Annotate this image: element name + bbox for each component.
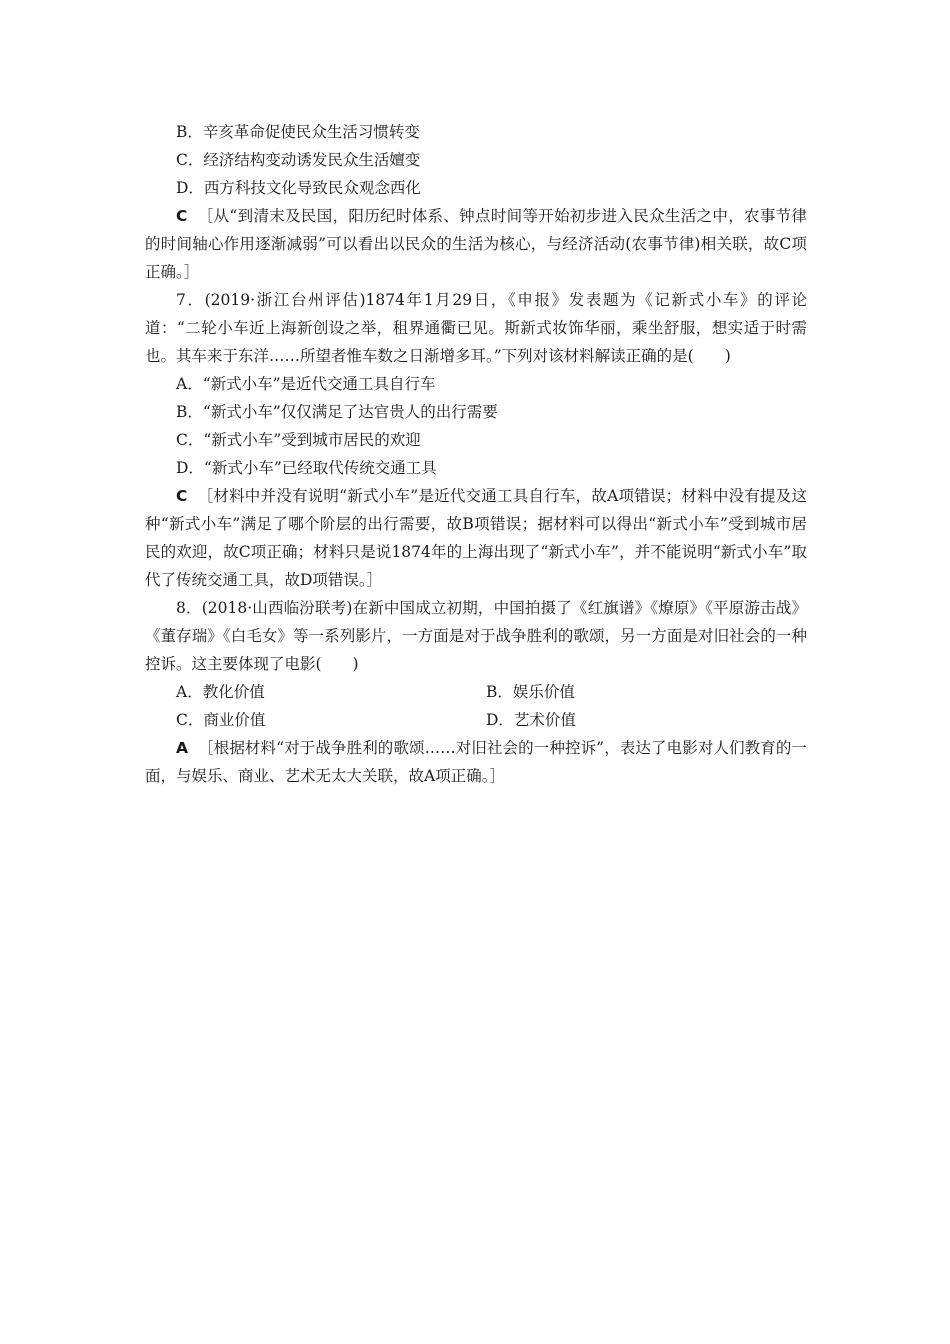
document-page <box>145 118 807 790</box>
question-8 <box>145 594 807 790</box>
q8-option-b: B．娱乐价值 <box>486 683 575 701</box>
question-7 <box>145 286 807 594</box>
q8-options <box>145 678 807 734</box>
q6-answer-explanation: ［从“到清末及民国，阳历纪时体系、钟点时间等开始初步进入民众生活之中，农事节律的时间轴心作用逐渐减弱”可以看出以民众的生活为核心，与经济活动(农事节律)相关联，故C项正确。］ <box>145 207 807 281</box>
q8-option-d: D．艺术价值 <box>486 711 576 729</box>
q7-stem: 7．(2019·浙江台州评估)1874年1月29日，《申报》发表题为《记新式小车》的评论道：“二轮小车近上海新创设之举，租界通衢已见。斯新式妆饰华丽，乘坐舒服，想实适于时需也。其车来于东洋……所望者惟车数之日渐增多耳。”下列对该材料解读正确的是( ) <box>145 291 807 365</box>
q7-option-d: D．“新式小车”已经取代传统交通工具 <box>176 459 437 477</box>
q7-option-a: A．“新式小车”是近代交通工具自行车 <box>176 375 436 393</box>
q7-answer-letter: C <box>176 487 188 505</box>
q6-option-c: C．经济结构变动诱发民众生活嬗变 <box>176 151 421 169</box>
q6-answer-letter: C <box>176 207 188 225</box>
q8-answer-letter: A <box>176 739 188 757</box>
q6-answer <box>145 202 807 286</box>
q8-answer <box>145 734 807 790</box>
q8-option-c: C．商业价值 <box>176 711 266 729</box>
q8-answer-explanation: ［根据材料“对于战争胜利的歌颂……对旧社会的一种控诉”，表达了电影对人们教育的一面，与娱乐、商业、艺术无太大关联，故A项正确。］ <box>145 739 807 785</box>
q7-option-b: B．“新式小车”仅仅满足了达官贵人的出行需要 <box>176 403 498 421</box>
q6-option-d: D．西方科技文化导致民众观念西化 <box>176 179 421 197</box>
q7-answer-explanation: ［材料中并没有说明“新式小车”是近代交通工具自行车，故A项错误；材料中没有提及这种“新式小车”满足了哪个阶层的出行需要，故B项错误；据材料可以得出“新式小车”受到城市居民的欢迎，故C项正确；材料只是说1874年的上海出现了“新式小车”，并不能说明“新式小车”取代了传统交通工具，故D项错误。］ <box>145 487 807 589</box>
q7-option-c: C．“新式小车”受到城市居民的欢迎 <box>176 431 421 449</box>
q7-answer <box>145 482 807 594</box>
q8-option-a: A．教化价值 <box>176 683 265 701</box>
question-6 <box>145 118 807 286</box>
q6-option-b: B．辛亥革命促使民众生活习惯转变 <box>176 123 420 141</box>
q8-stem: 8．(2018·山西临汾联考)在新中国成立初期，中国拍摄了《红旗谱》《燎原》《平原游击战》《董存瑞》《白毛女》等一系列影片，一方面是对于战争胜利的歌颂，另一方面是对旧社会的一种控诉。这主要体现了电影( ) <box>145 599 807 673</box>
